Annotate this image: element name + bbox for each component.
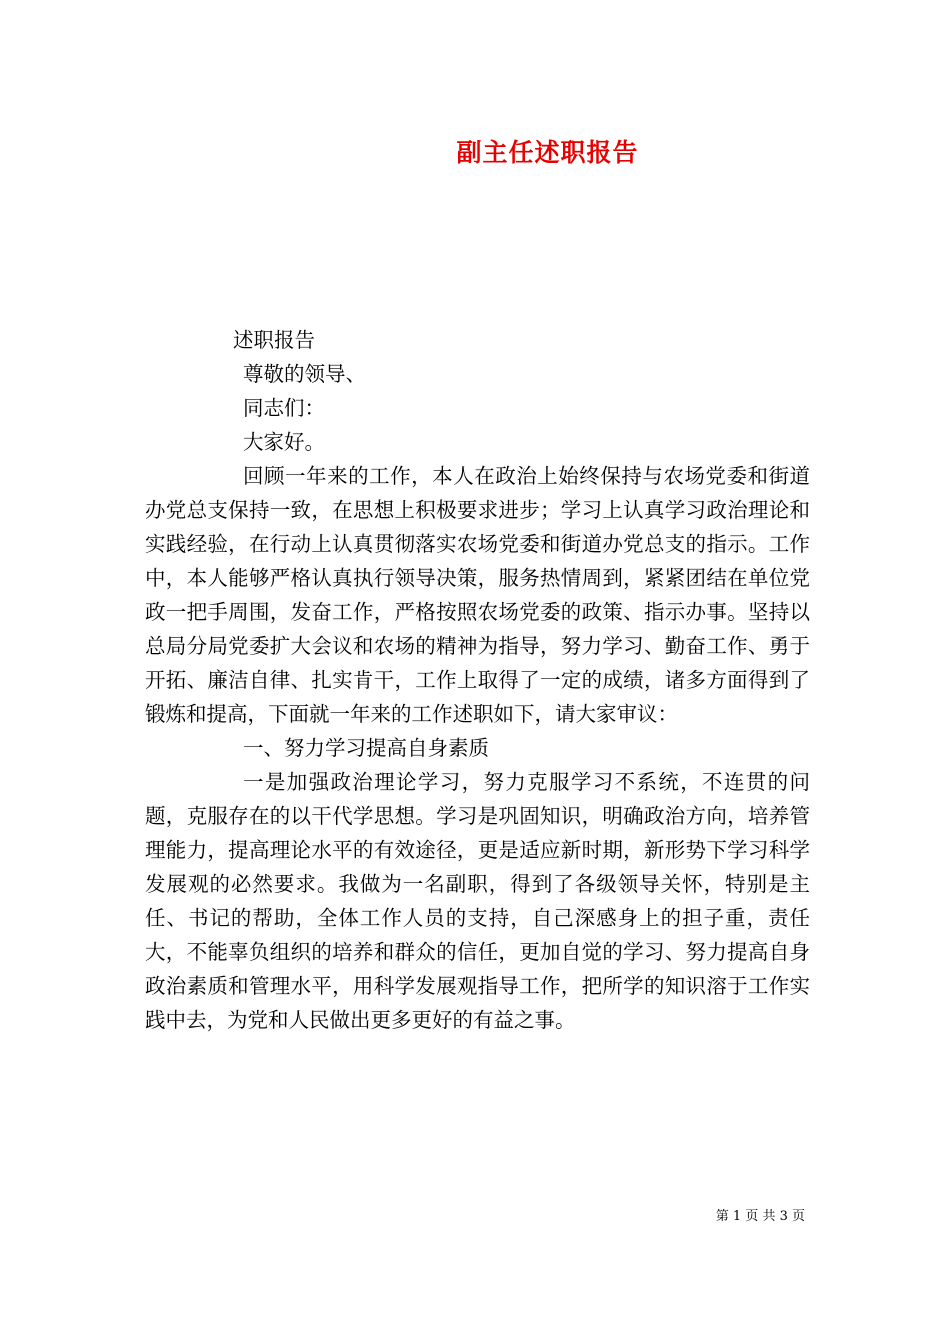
- page-indicator: 第 1 页 共 3 页: [715, 1209, 805, 1224]
- document-heading: 述职报告: [233, 328, 315, 352]
- document-body: [145, 323, 810, 1037]
- paragraph-review: 回顾一年来的工作，本人在政治上始终保持与农场党委和街道办党总支保持一致，在思想上积极要求进步；学习上认真学习政治理论和实践经验，在行动上认真贯彻落实农场党委和街道办党总支的指示。工作中，本人能够严格认真执行领导决策，服务热情周到，紧紧团结在单位党政一把手周围，发奋工作，严格按照农场党委的政策、指示办事。坚持以总局分局党委扩大会议和农场的精神为指导，努力学习、勤奋工作、勇于开拓、廉洁自律、扎实肯干，工作上取得了一定的成绩，诸多方面得到了锻炼和提高，下面就一年来的工作述职如下，请大家审议：: [145, 464, 810, 726]
- section-heading-1: 一、努力学习提高自身素质: [243, 736, 489, 760]
- paragraph-study: 一是加强政治理论学习，努力克服学习不系统，不连贯的问题，克服存在的以干代学思想。学习是巩固知识，明确政治方向，培养管理能力，提高理论水平的有效途径，更是适应新时期，新形势下学习科学发展观的必然要求。我做为一名副职，得到了各级领导关怀，特别是主任、书记的帮助，全体工作人员的支持，自己深感身上的担子重，责任大，不能辜负组织的培养和群众的信任，更加自觉的学习、努力提高自身政治素质和管理水平，用科学发展观指导工作，把所学的知识溶于工作实践中去，为党和人民做出更多更好的有益之事。: [145, 770, 810, 1032]
- salutation-line-2: 同志们：: [243, 396, 325, 420]
- greeting-line: 大家好。: [243, 430, 325, 454]
- document-title: 副主任述职报告: [456, 138, 639, 167]
- salutation-line-1: 尊敬的领导、: [243, 362, 366, 386]
